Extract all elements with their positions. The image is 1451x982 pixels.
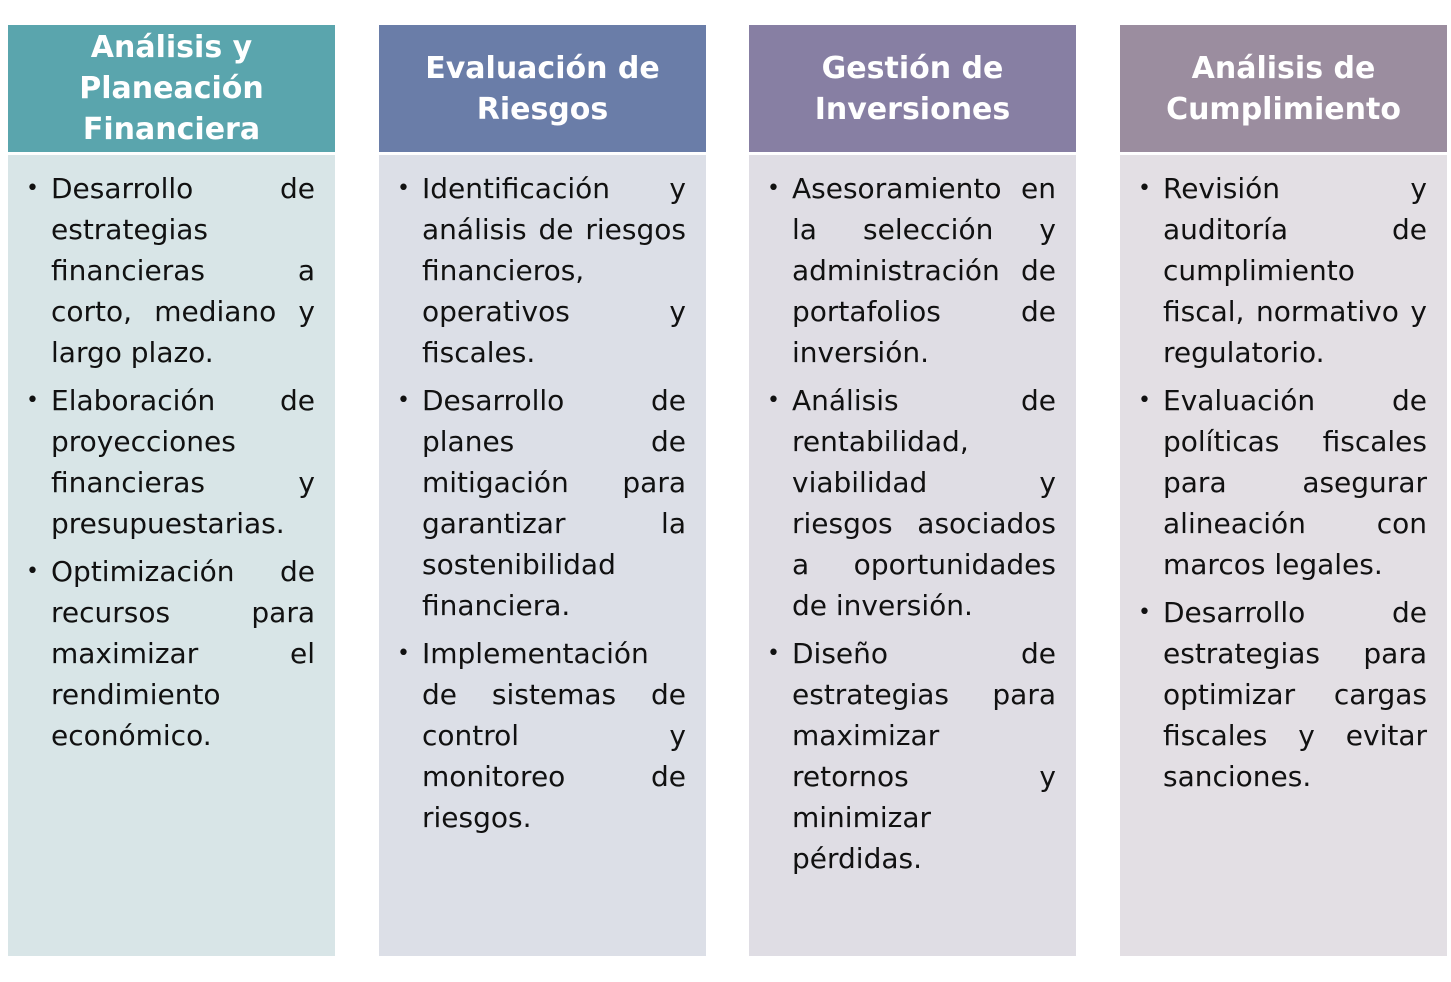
list-item [1138, 380, 1427, 585]
list-item [767, 633, 1056, 879]
list-item-text: Asesoramiento en la selección y administración de portafolios de inversión. [792, 172, 1056, 369]
column-title [815, 48, 1011, 130]
column-evaluacion-riesgos [379, 25, 706, 956]
bullet-icon: • [397, 641, 410, 666]
list-item-text: Desarrollo de planes de mitigación para garantizar la sostenibilidad financiera. [422, 384, 686, 622]
list-item [26, 168, 315, 373]
bullet-icon: • [767, 176, 780, 201]
title-line: Evaluación de [425, 50, 660, 86]
list-item-text: Revisión y auditoría de cumplimiento fiscal, normativo y regulatorio. [1163, 172, 1427, 369]
column-title [425, 48, 659, 130]
bullet-icon: • [1138, 176, 1151, 201]
title-line: Análisis y [90, 30, 253, 65]
column-analisis-planeacion [8, 25, 335, 956]
column-gestion-inversiones [749, 25, 1076, 956]
list-item-text: Desarrollo de estrategias para optimizar cargas fiscales y evitar sanciones. [1163, 596, 1427, 793]
bullet-list [767, 168, 1056, 879]
column-body [379, 155, 706, 956]
list-item-text: Identificación y análisis de riesgos financieros, operativos y fiscales. [422, 172, 686, 369]
list-item [767, 380, 1056, 626]
bullet-icon: • [1138, 600, 1151, 625]
column-body [1120, 155, 1447, 956]
bullet-list [26, 168, 315, 756]
column-header [379, 25, 706, 155]
list-item [767, 168, 1056, 373]
column-body [8, 155, 335, 956]
bullet-list [1138, 168, 1427, 797]
bullet-icon: • [1138, 388, 1151, 413]
title-line: Análisis de [1191, 50, 1376, 86]
list-item-text: Análisis de rentabilidad, viabilidad y riesgos asociados a oportunidades de inversión. [792, 384, 1056, 622]
list-item [397, 633, 686, 838]
column-title [79, 27, 264, 150]
column-title [1166, 48, 1401, 130]
bullet-icon: • [397, 388, 410, 413]
bullet-icon: • [767, 641, 780, 666]
list-item [397, 168, 686, 373]
title-line: Riesgos [476, 91, 609, 127]
bullet-icon: • [26, 559, 39, 584]
list-item [1138, 168, 1427, 373]
list-item-text: Evaluación de políticas fiscales para asegurar alineación con marcos legales. [1163, 384, 1427, 581]
bullet-icon: • [397, 176, 410, 201]
bullet-icon: • [767, 388, 780, 413]
title-line: Planeación [79, 71, 264, 106]
title-line: Cumplimiento [1166, 91, 1401, 127]
bullet-icon: • [26, 176, 39, 201]
title-line: Financiera [82, 112, 261, 147]
column-header [8, 25, 335, 155]
title-line: Gestión de [821, 50, 1004, 86]
list-item-text: Optimización de recursos para maximizar el rendimiento económico. [51, 555, 315, 752]
bullet-icon: • [26, 388, 39, 413]
column-analisis-cumplimiento [1120, 25, 1447, 956]
column-header [749, 25, 1076, 155]
list-item [26, 380, 315, 544]
list-item-text: Desarrollo de estrategias financieras a corto, mediano y largo plazo. [51, 172, 315, 369]
bullet-list [397, 168, 686, 838]
column-body [749, 155, 1076, 956]
list-item [26, 551, 315, 756]
title-line: Inversiones [814, 91, 1011, 127]
list-item-text: Implementación de sistemas de control y monitoreo de riesgos. [422, 637, 686, 834]
list-item-text: Elaboración de proyecciones financieras y presupuestarias. [51, 384, 315, 540]
list-item [397, 380, 686, 626]
list-item [1138, 592, 1427, 797]
column-header [1120, 25, 1447, 155]
list-item-text: Diseño de estrategias para maximizar retornos y minimizar pérdidas. [792, 637, 1056, 875]
